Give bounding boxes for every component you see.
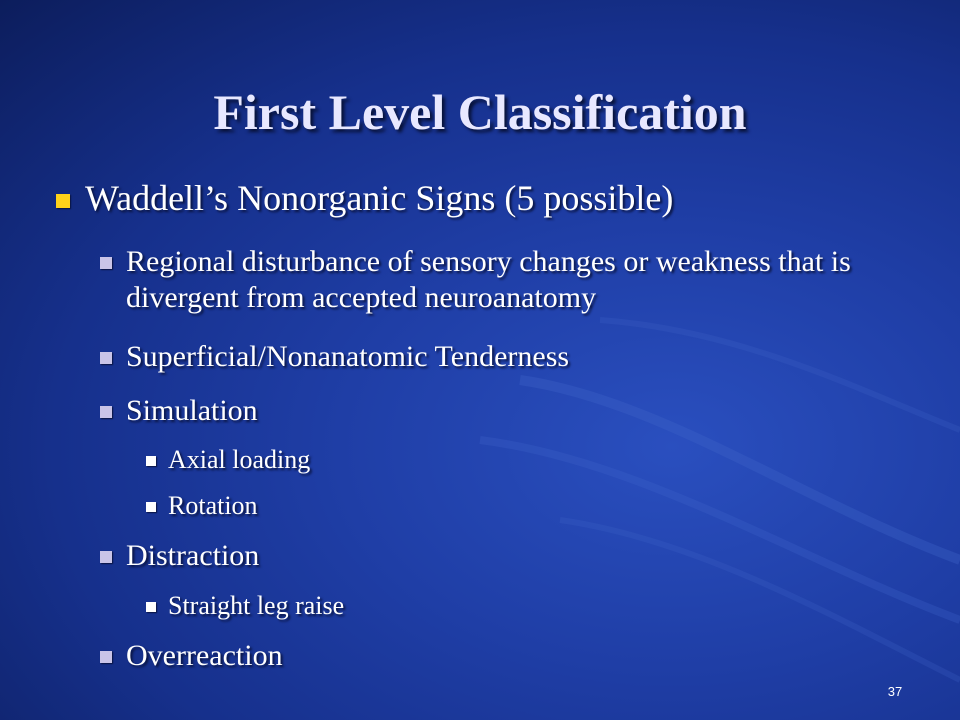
bullet-text: Axial loading: [168, 445, 311, 474]
bullet-text: Rotation: [168, 491, 258, 520]
bullet-text: Overreaction: [126, 639, 283, 672]
square-bullet-icon: [100, 352, 112, 364]
square-bullet-icon: [146, 456, 156, 466]
bullet-text: Regional disturbance of sensory changes or weakness that is divergent from accepted neuroanatomy: [126, 245, 851, 314]
bullet-text: Superficial/Nonanatomic Tenderness: [126, 340, 570, 373]
square-bullet-icon: [56, 194, 70, 208]
square-bullet-icon: [100, 257, 112, 269]
bullet-text: Distraction: [126, 539, 260, 572]
square-bullet-icon: [100, 651, 112, 663]
bullet-text: Simulation: [126, 394, 258, 427]
square-bullet-icon: [146, 502, 156, 512]
bullet-text: Waddell’s Nonorganic Signs (5 possible): [85, 178, 674, 218]
square-bullet-icon: [100, 551, 112, 563]
square-bullet-icon: [100, 406, 112, 418]
bullet-text: Straight leg raise: [168, 591, 345, 620]
square-bullet-icon: [146, 602, 156, 612]
page-number: 37: [887, 684, 903, 699]
slide-title: First Level Classification: [213, 84, 747, 140]
